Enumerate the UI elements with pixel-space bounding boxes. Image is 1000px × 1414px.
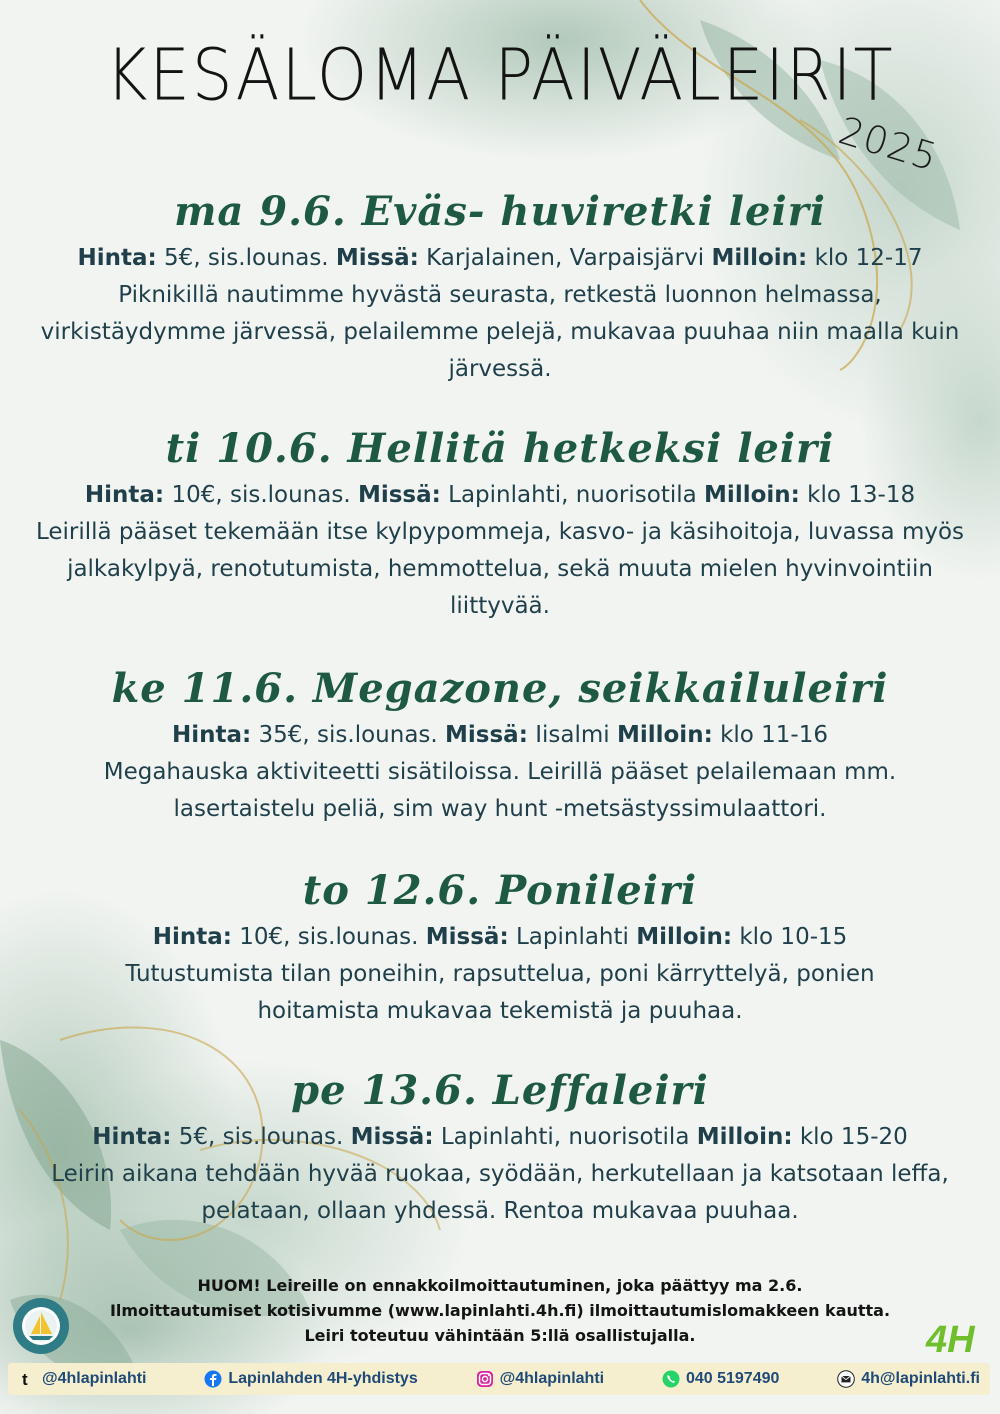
email-address: 4h@lapinlahti.fi [861,1370,980,1387]
price-label: Hinta: [77,245,157,271]
event-info [0,477,1000,514]
event-card [0,865,1000,1030]
email-icon [837,1370,855,1388]
where-label: Missä: [335,245,419,271]
when-value: klo 11-16 [720,722,829,748]
price-value: 35€, sis.lounas. [258,722,438,748]
facebook-icon [204,1370,222,1388]
4h-logo [924,1318,988,1358]
facebook-link[interactable] [204,1370,417,1388]
where-label: Missä: [445,722,528,748]
when-value: klo 13-18 [807,482,916,508]
event-heading: ke 11.6. Megazone, seikkailuleiri [111,665,889,712]
when-value: klo 10-15 [739,924,848,950]
event-card [0,1065,1000,1230]
facebook-name: Lapinlahden 4H-yhdistys [228,1370,418,1387]
registration-notice [0,1273,1000,1348]
when-value: klo 12-17 [814,245,923,271]
when-value: klo 15-20 [799,1124,908,1150]
where-label: Missä: [425,924,509,950]
where-label: Missä: [357,482,441,508]
price-label: Hinta: [171,722,252,748]
year-label: 2025 [833,108,943,180]
event-heading: ma 9.6. Eväs- huviretki leiri [174,188,826,235]
when-label: Milloin: [704,482,800,508]
when-label: Milloin: [636,924,733,950]
price-label: Hinta: [84,482,165,508]
where-label: Missä: [350,1124,434,1150]
event-description: Tutustumista tilan poneihin, rapsuttelua, poni kärryttelyä, ponien hoitamista mukavaa tekemistä ja puuhaa. [125,961,875,1024]
event-info [0,919,1000,956]
when-label: Milloin: [711,245,808,271]
notice-line: Leiri toteutuu vähintään 5:llä osallistujalla. [304,1326,696,1345]
notice-line: Ilmoittautumiset kotisivumme (www.lapinlahti.4h.fi) ilmoittautumislomakkeen kautta. [109,1301,891,1320]
notice-line: HUOM! Leireille on ennakkoilmoittautuminen, joka päättyy ma 2.6. [197,1276,803,1295]
event-description: Leirillä pääset tekemään itse kylpypommeja, kasvo- ja käsihoitoja, luvassa myös jalkakylpyä, renotutumista, hemmottelua, sekä muuta mielen hyvinvointiin liittyvää. [35,519,965,619]
when-label: Milloin: [616,722,713,748]
whatsapp-icon [662,1370,680,1388]
nuorisotyo-logo [12,1297,70,1355]
price-label: Hinta: [152,924,232,950]
contact-bar [8,1363,990,1395]
svg-text:4H: 4H [926,1319,975,1358]
event-description: Piknikillä nautimme hyvästä seurasta, retkestä luonnon helmassa, virkistäydymme järvessä, pelailemme pelejä, mukavaa puuhaa niin maalla kuin järvessä. [40,282,960,382]
instagram-link[interactable] [476,1370,605,1388]
svg-text:t: t [22,1370,28,1388]
tumblr-link[interactable] [18,1370,147,1388]
event-info [0,240,1000,277]
event-heading: pe 13.6. Leffaleiri [291,1067,709,1114]
email-link[interactable] [837,1370,980,1388]
event-heading: ti 10.6. Hellitä hetkeksi leiri [165,425,835,472]
phone-number: 040 5197490 [685,1370,780,1387]
event-info [0,1119,1000,1156]
price-value: 5€, sis.lounas. [164,245,329,271]
price-value: 5€, sis.lounas. [178,1124,344,1150]
instagram-handle: @4hlapinlahti [499,1370,605,1387]
whatsapp-link[interactable] [662,1370,779,1388]
where-value: Lapinlahti [515,924,629,950]
event-card [0,663,1000,828]
when-label: Milloin: [696,1124,793,1150]
instagram-icon [476,1370,494,1388]
tumblr-handle: @4hlapinlahti [42,1370,147,1387]
where-value: Lapinlahti, nuorisotila [448,482,697,508]
where-value: Iisalmi [535,722,610,748]
page-title: KESÄLOMA PÄIVÄLEIRIT [105,34,895,118]
event-description: Leirin aikana tehdään hyvää ruokaa, syödään, herkutellaan ja katsotaan leffa, pelataan, ollaan yhdessä. Rentoa mukavaa puuhaa. [51,1161,949,1224]
price-value: 10€, sis.lounas. [239,924,419,950]
event-info [0,717,1000,754]
price-value: 10€, sis.lounas. [171,482,351,508]
event-heading: to 12.6. Ponileiri [302,867,698,914]
tumblr-icon [18,1370,36,1388]
event-card [0,423,1000,625]
event-card [0,186,1000,388]
price-label: Hinta: [92,1124,172,1150]
where-value: Lapinlahti, nuorisotila [440,1124,690,1150]
where-value: Karjalainen, Varpaisjärvi [426,245,705,271]
event-description: Megahauska aktiviteetti sisätiloissa. Leirillä pääset pelailemaan mm. lasertaistelu peliä, sim way hunt -metsästyssimulaattori. [103,759,897,822]
